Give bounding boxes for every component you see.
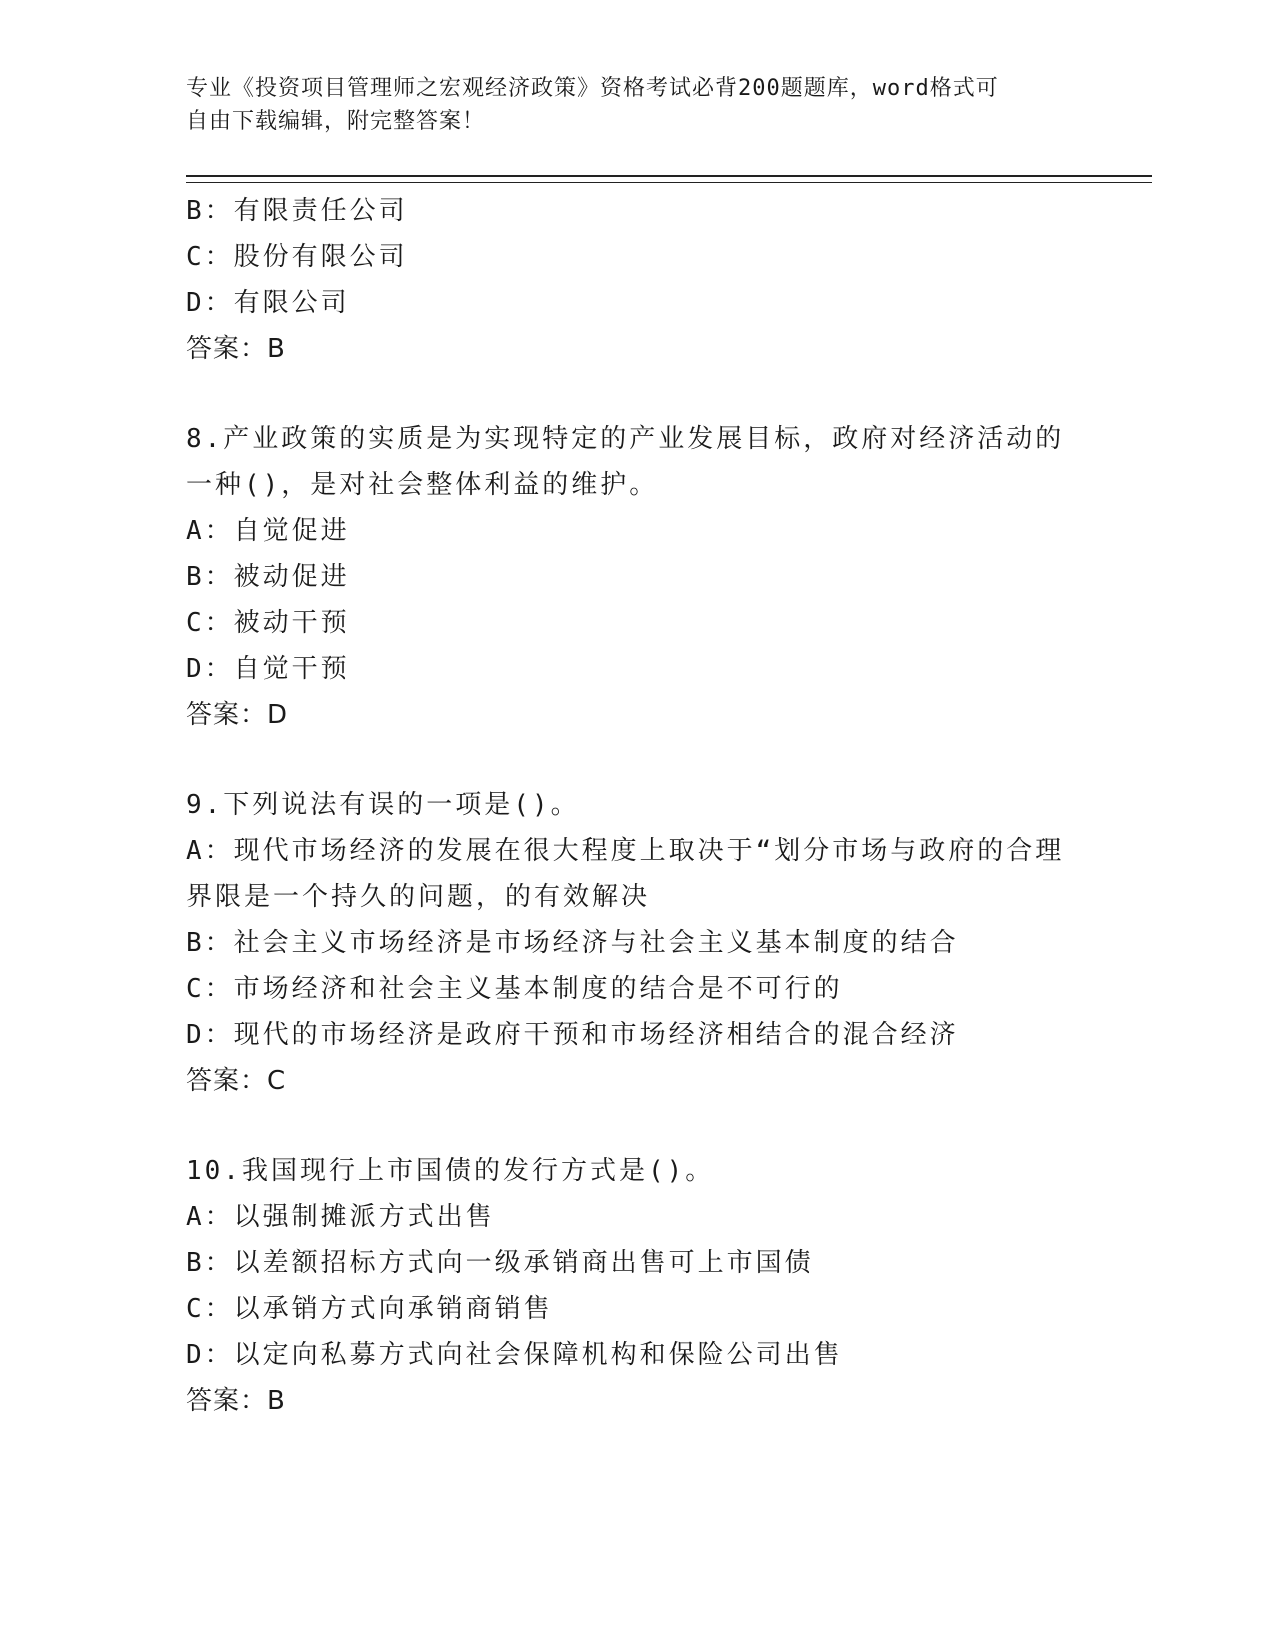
header-divider-thick <box>186 175 1152 177</box>
header-title-line-1: 专业《投资项目管理师之宏观经济政策》资格考试必背200题题库，word格式可 <box>186 76 999 101</box>
option-c: C：以承销方式向承销商销售 <box>186 1294 553 1324</box>
option-d: D：有限公司 <box>186 288 350 318</box>
option-a-line-1: A：现代市场经济的发展在很大程度上取决于“划分市场与政府的合理 <box>186 836 1065 866</box>
spacer <box>186 1104 1086 1148</box>
question-10 <box>186 1148 1086 1424</box>
question-stem-line-2: 一种()，是对社会整体利益的维护。 <box>186 470 659 500</box>
document-header <box>186 72 1086 138</box>
option-b: B：社会主义市场经济是市场经济与社会主义基本制度的结合 <box>186 928 959 958</box>
question-stem: 9.下列说法有误的一项是()。 <box>186 790 580 820</box>
option-d: D：自觉干预 <box>186 654 350 684</box>
option-a: A：以强制摊派方式出售 <box>186 1202 495 1232</box>
question-list <box>186 188 1086 1424</box>
header-divider-thin <box>186 182 1152 183</box>
spacer <box>186 738 1086 782</box>
header-title-line-2: 自由下载编辑，附完整答案！ <box>186 109 486 134</box>
spacer <box>186 372 1086 416</box>
question-7 <box>186 188 1086 372</box>
question-stem-line-1: 8.产业政策的实质是为实现特定的产业发展目标，政府对经济活动的 <box>186 424 1065 454</box>
answer: 答案：C <box>186 1066 287 1096</box>
answer: 答案：B <box>186 1386 286 1416</box>
option-d: D：现代的市场经济是政府干预和市场经济相结合的混合经济 <box>186 1020 959 1050</box>
option-c: C：股份有限公司 <box>186 242 408 272</box>
option-b: B：有限责任公司 <box>186 196 408 226</box>
question-9 <box>186 782 1086 1104</box>
option-c: C：市场经济和社会主义基本制度的结合是不可行的 <box>186 974 843 1004</box>
option-c: C：被动干预 <box>186 608 350 638</box>
question-8 <box>186 416 1086 738</box>
option-b: B：以差额招标方式向一级承销商出售可上市国债 <box>186 1248 814 1278</box>
answer: 答案：B <box>186 334 286 364</box>
answer: 答案：D <box>186 700 289 730</box>
question-stem: 10.我国现行上市国债的发行方式是()。 <box>186 1156 715 1186</box>
option-a-line-2: 界限是一个持久的问题，的有效解决 <box>186 882 651 912</box>
option-b: B：被动促进 <box>186 562 350 592</box>
option-a: A：自觉促进 <box>186 516 350 546</box>
option-d: D：以定向私募方式向社会保障机构和保险公司出售 <box>186 1340 843 1370</box>
